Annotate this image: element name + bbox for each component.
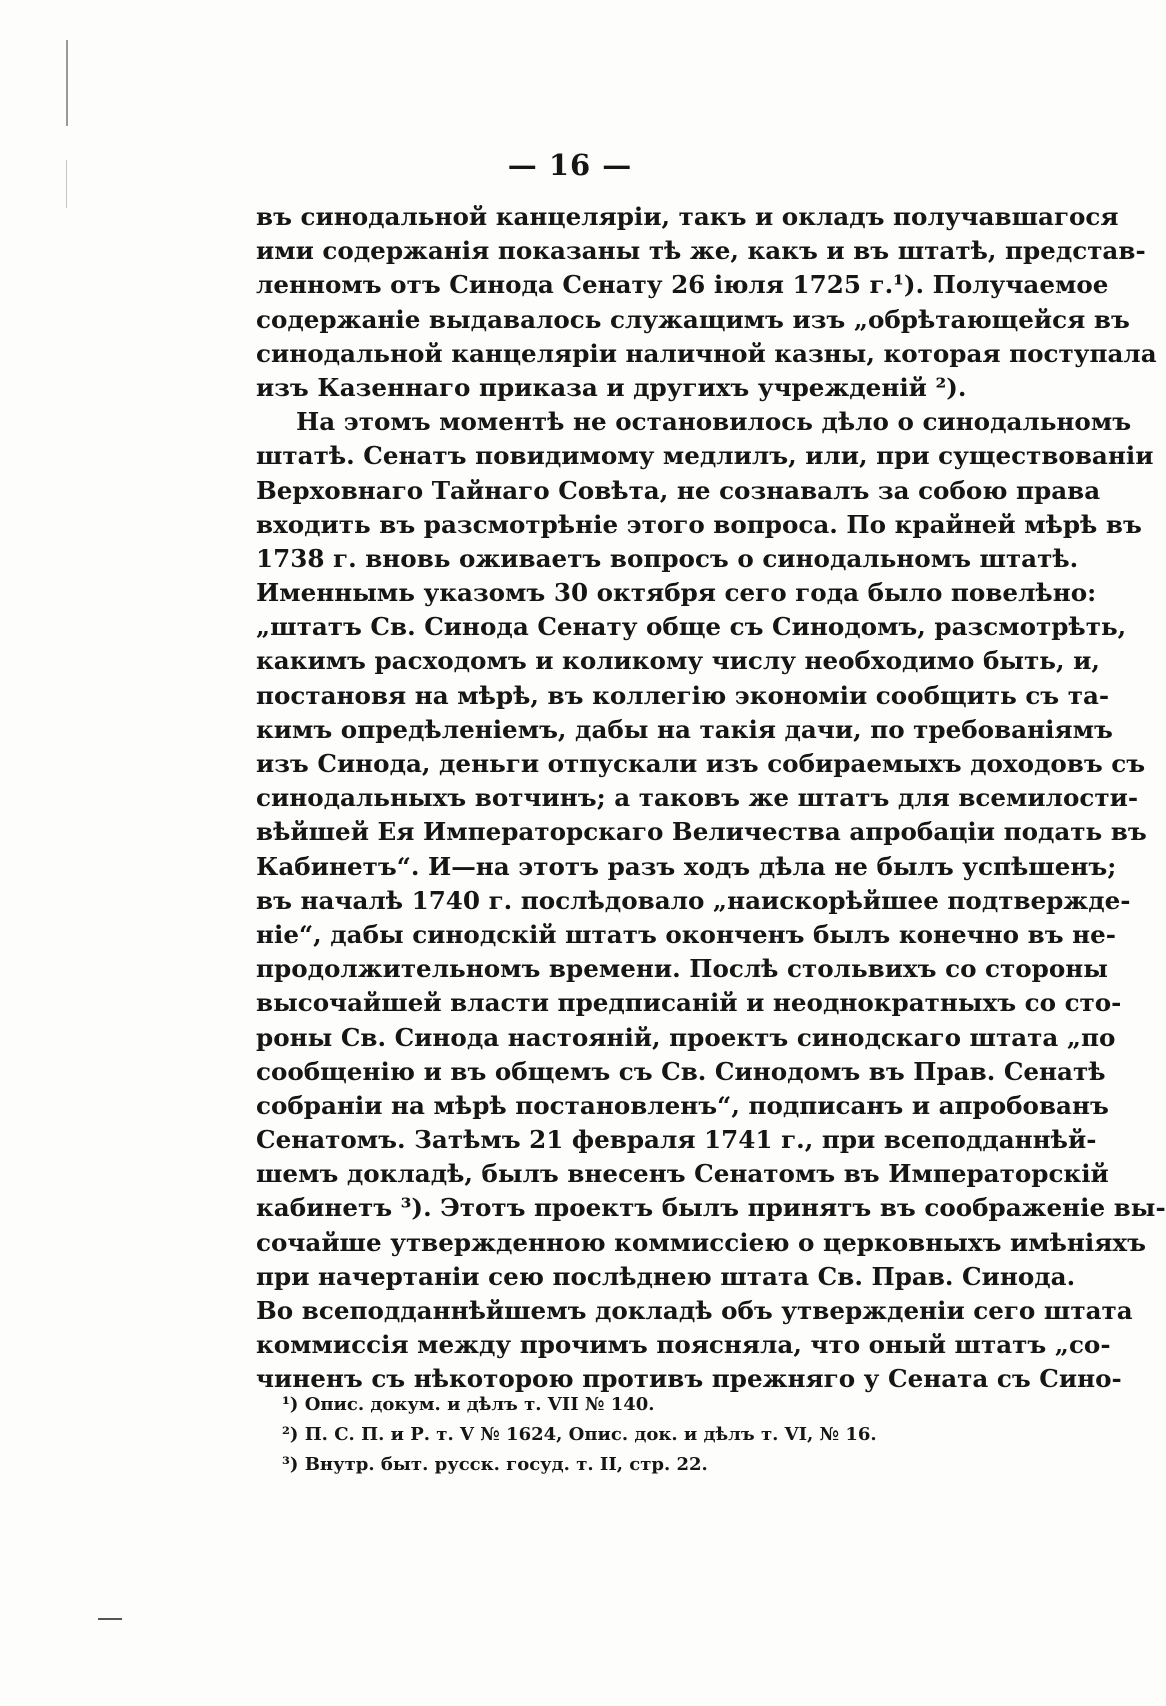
text-line: синодальной канцеляріи наличной казны, которая поступала [256,338,1157,368]
footnote [282,1390,982,1420]
footnote-text: П. С. П. и Р. т. V № 1624, Опис. док. и дѣлъ т. VI, № 16. [304,1424,877,1445]
text-line: ленномъ отъ Синода Сенату 26 іюля 1725 г.¹). Получаемое [256,270,1109,300]
text-line: въ синодальной канцеляріи, такъ и окладъ получавшагося [256,202,1119,231]
text-line: Верховнаго Тайнаго Совѣта, не сознавалъ за собою права [256,475,1101,505]
text-line: штатѣ. Сенатъ повидимому медлилъ, или, при существованіи [256,441,1154,471]
text-line: изъ Синода, деньги отпускали изъ собираемыхъ доходовъ съ [256,749,1146,778]
text-line: сообщенію и въ общемъ съ Св. Синодомъ въ Прав. Сенатѣ [256,1056,1106,1086]
text-line: 1738 г. вновь оживаетъ вопросъ о синодальномъ штатѣ. [256,543,1079,573]
text-line: чиненъ съ нѣкоторою противъ прежняго у Сената съ Сино- [256,1364,1122,1394]
footnote-marker: ¹) [282,1394,299,1415]
text-line: собраніи на мѣрѣ постановленъ“, подписанъ и апробованъ [256,1090,1109,1120]
page-number: — 16 — [507,148,633,182]
footnote [282,1450,982,1480]
footnote [282,1420,982,1450]
text-line: продолжительномъ времени. Послѣ стольвихъ со стороны [256,954,1108,984]
text-line: Кабинетъ“. И—на этотъ разъ ходъ дѣла не былъ успѣшенъ; [256,851,1117,881]
text-line: Сенатомъ. Затѣмъ 21 февраля 1741 г., при всеподданнѣй- [256,1125,1097,1155]
footnote-marker: ³) [282,1454,299,1475]
text-line: при начертаніи сею послѣднею штата Св. Прав. Синода. [256,1261,1076,1291]
text-line: Именнымь указомъ 30 октября сего года было повелѣно: [256,578,1097,608]
body-text [256,200,1166,1397]
text-line: ими содержанія показаны тѣ же, какъ и въ штатѣ, представ- [256,236,1146,266]
text-line: въ началѣ 1740 г. послѣдовало „наискорѣйшее подтвержде- [256,885,1131,915]
text-line: высочайшей власти предписаній и неоднократныхъ со сто- [256,988,1122,1018]
text-line: какимъ расходомъ и коликому числу необходимо быть, и, [256,646,1100,676]
text-line: постановя на мѣрѣ, въ коллегію экономіи сообщить съ та- [256,680,1110,710]
text-line: входить въ разсмотрѣніе этого вопроса. По крайней мѣрѣ въ [256,509,1142,539]
text-line: ніе“, дабы синодскій штатъ оконченъ былъ конечно въ не- [256,919,1117,949]
text-line: изъ Казеннаго приказа и другихъ учрежденій ²). [256,372,967,402]
footnotes [282,1390,982,1480]
text-line: На этомъ моментѣ не остановилось дѣло о синодальномъ [296,407,1132,437]
text-line: сочайше утвержденною коммиссіею о церковныхъ имѣніяхъ [256,1227,1146,1257]
footnote-text: Внутр. быт. русск. госуд. т. II, стр. 22. [304,1454,708,1475]
text-line: Во всеподданнѣйшемъ докладѣ объ утвержденіи сего штата [256,1296,1133,1325]
text-line: коммиссія между прочимъ поясняла, что оный штатъ „со- [256,1330,1111,1360]
text-line: шемъ докладѣ, былъ внесенъ Сенатомъ въ Императорскій [256,1159,1109,1189]
text-line: синодальныхъ вотчинъ; а таковъ же штатъ для всемилости- [256,783,1139,813]
scan-edge-line [66,40,68,126]
text-line: кабинетъ ³). Этотъ проектъ былъ принятъ въ соображеніе вы- [256,1193,1166,1223]
scan-edge-dash [98,1618,122,1620]
footnote-text: Опис. докум. и дѣлъ т. VII № 140. [304,1394,655,1415]
text-line: роны Св. Синода настояній, проектъ синодскаго штата „по [256,1022,1116,1052]
text-line: „штатъ Св. Синода Сенату обще съ Синодомъ, разсмотрѣть, [256,612,1127,642]
footnote-marker: ²) [282,1424,299,1445]
text-line: вѣйшей Ея Императорскаго Величества апробаціи подать въ [256,817,1147,847]
text-line: кимъ опредѣленіемъ, дабы на такія дачи, по требованіямъ [256,714,1113,744]
text-line: содержаніе выдавалось служащимъ изъ „обрѣтающейся въ [256,304,1130,334]
